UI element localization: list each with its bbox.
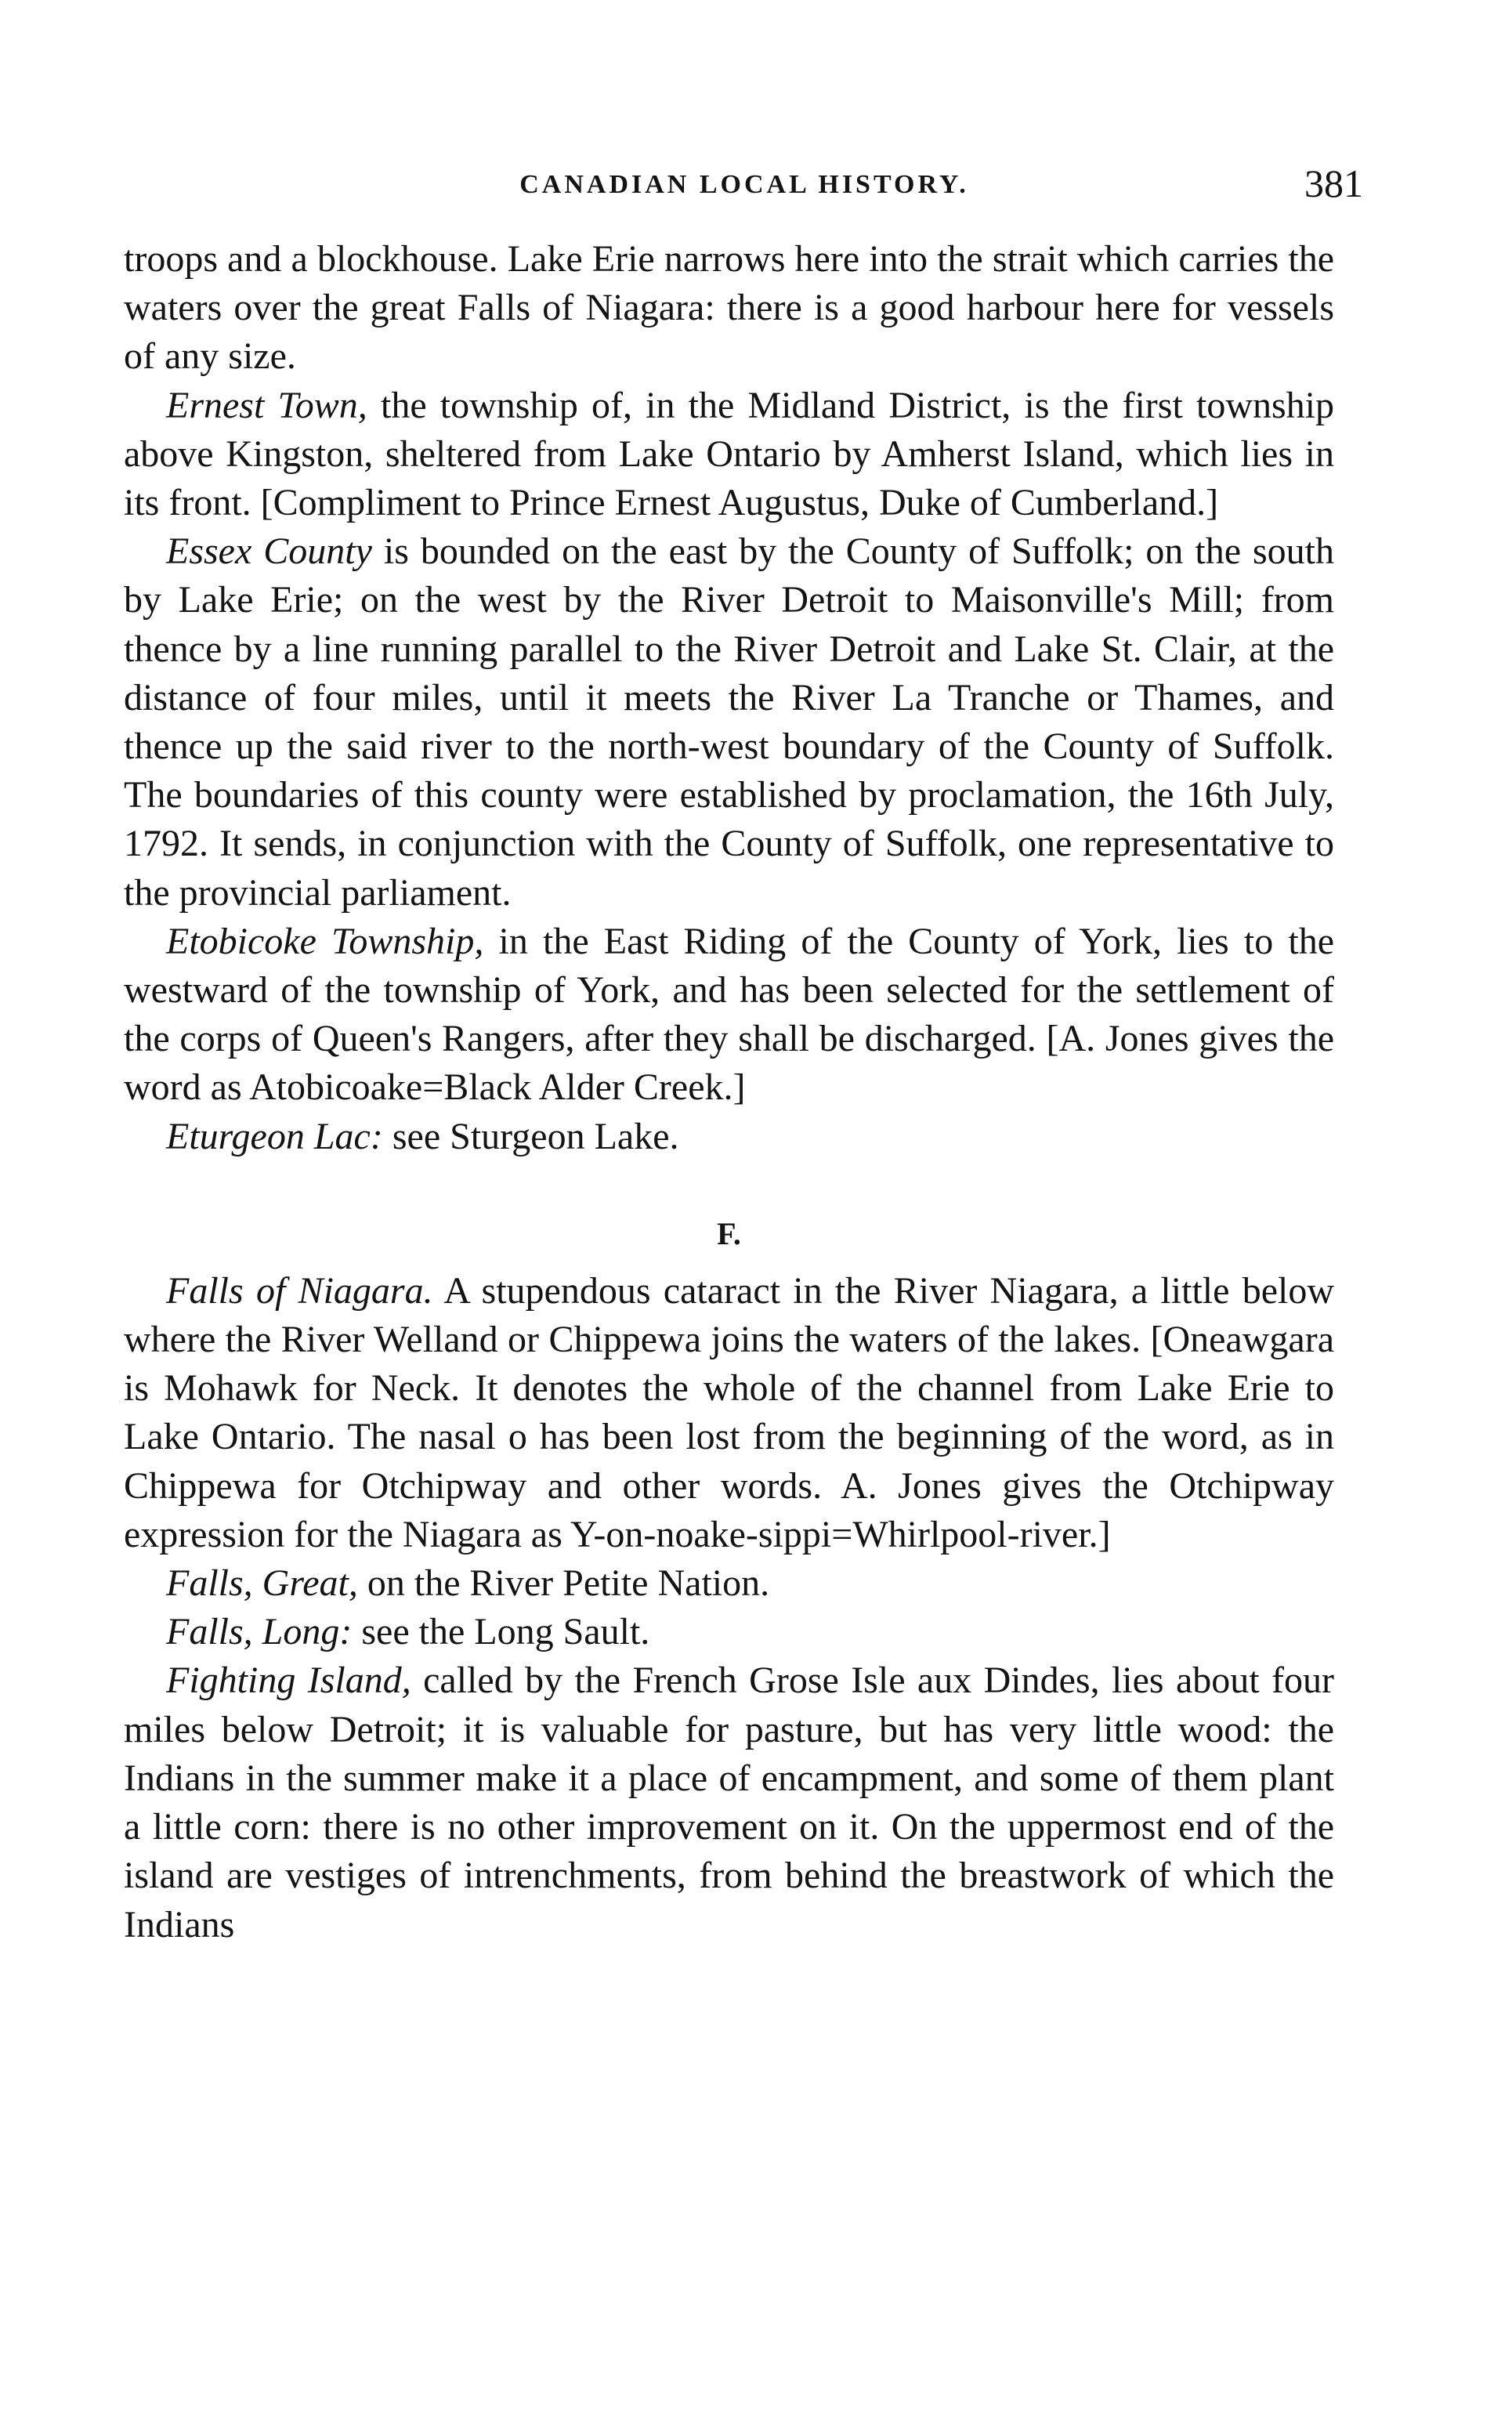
entry-falls-great: [124, 1559, 1334, 1608]
entry-text: in the East Riding of the County of York, lies to the westward of the township of York, and has been selected for the settlement of the corps of Queen's Rangers, after they shall be discharged. [A. Jones gives the word as Atobicoake=Black Alder Creek.]: [124, 920, 1334, 1109]
entry-term: Falls, Long:: [166, 1611, 353, 1653]
running-title: CANADIAN LOCAL HISTORY.: [519, 170, 969, 199]
entry-troops-continuation: [124, 235, 1334, 382]
entry-text: the township of, in the Midland District, is the first township above Kingston, sheltered from Lake Ontario by Amherst Island, which lies in its front. [Compliment to Prince Ernest Augustus, Duke of Cumberland.]: [124, 384, 1335, 524]
entry-term: Fighting Island,: [166, 1660, 411, 1702]
entry-term: Falls of Niagara.: [166, 1269, 433, 1312]
entry-term: Essex County: [166, 530, 372, 573]
entry-eturgeon-lac: [124, 1113, 1334, 1161]
entry-ernest-town: [124, 382, 1334, 528]
entry-text: troops and a blockhouse. Lake Erie narrows here into the strait which carries the waters over the great Falls of Niagara: there is a good harbour here for vessels of any size.: [124, 238, 1334, 378]
section-heading-f: F.: [717, 1215, 741, 1251]
entry-text: see the Long Sault.: [352, 1611, 650, 1653]
entry-term: Falls, Great,: [166, 1562, 358, 1605]
entry-etobicoke-township: [124, 918, 1334, 1113]
entry-term: Etobicoke Township,: [166, 920, 484, 962]
entry-text: called by the French Grose Isle aux Dindes, lies about four miles below Detroit; it is valuable for pasture, but has very little wood: the Indians in the summer make it a place of encampment, and some of them plant a little corn: there is no other improvement on it. On the uppermost end of the island are vestiges of intrenchments, from behind the breastwork of which the Indians: [124, 1660, 1334, 1946]
running-head: [125, 161, 1363, 215]
entry-fighting-island: [124, 1656, 1334, 1949]
entry-falls-long: [124, 1608, 1334, 1656]
entry-falls-of-niagara: [124, 1267, 1334, 1559]
entry-text: on the River Petite Nation.: [357, 1562, 770, 1605]
entry-term: Eturgeon Lac:: [166, 1115, 383, 1157]
entry-text: A stupendous cataract in the River Niagara, a little below where the River Welland or Chippewa joins the waters of the lakes. [Oneawgara is Mohawk for Neck. It denotes the whole of the channel from Lake Erie to Lake Ontario. The nasal o has been lost from the beginning of the word, as in Chippewa for Otchipway and other words. A. Jones gives the Otchipway expression for the Niagara as Y-on-noake-sippi=Whirlpool-river.]: [124, 1269, 1334, 1555]
entry-text: is bounded on the east by the County of Suffolk; on the south by Lake Erie; on the west by the River Detroit to Maisonville's Mill; from thence by a line running parallel to the River Detroit and Lake St. Clair, at the distance of four miles, until it meets the River La Tranche or Thames, and thence up the said river to the north-west boundary of the County of Suffolk. The boundaries of this county were established by proclamation, the 16th July, 1792. It sends, in conjunction with the County of Suffolk, one representative to the provincial parliament.: [124, 530, 1334, 914]
page-number: 381: [1304, 161, 1363, 205]
body-text: [124, 235, 1334, 1949]
entry-term: Ernest Town,: [166, 384, 367, 426]
entry-essex-county: [124, 527, 1334, 918]
entry-text: see Sturgeon Lake.: [382, 1115, 679, 1157]
